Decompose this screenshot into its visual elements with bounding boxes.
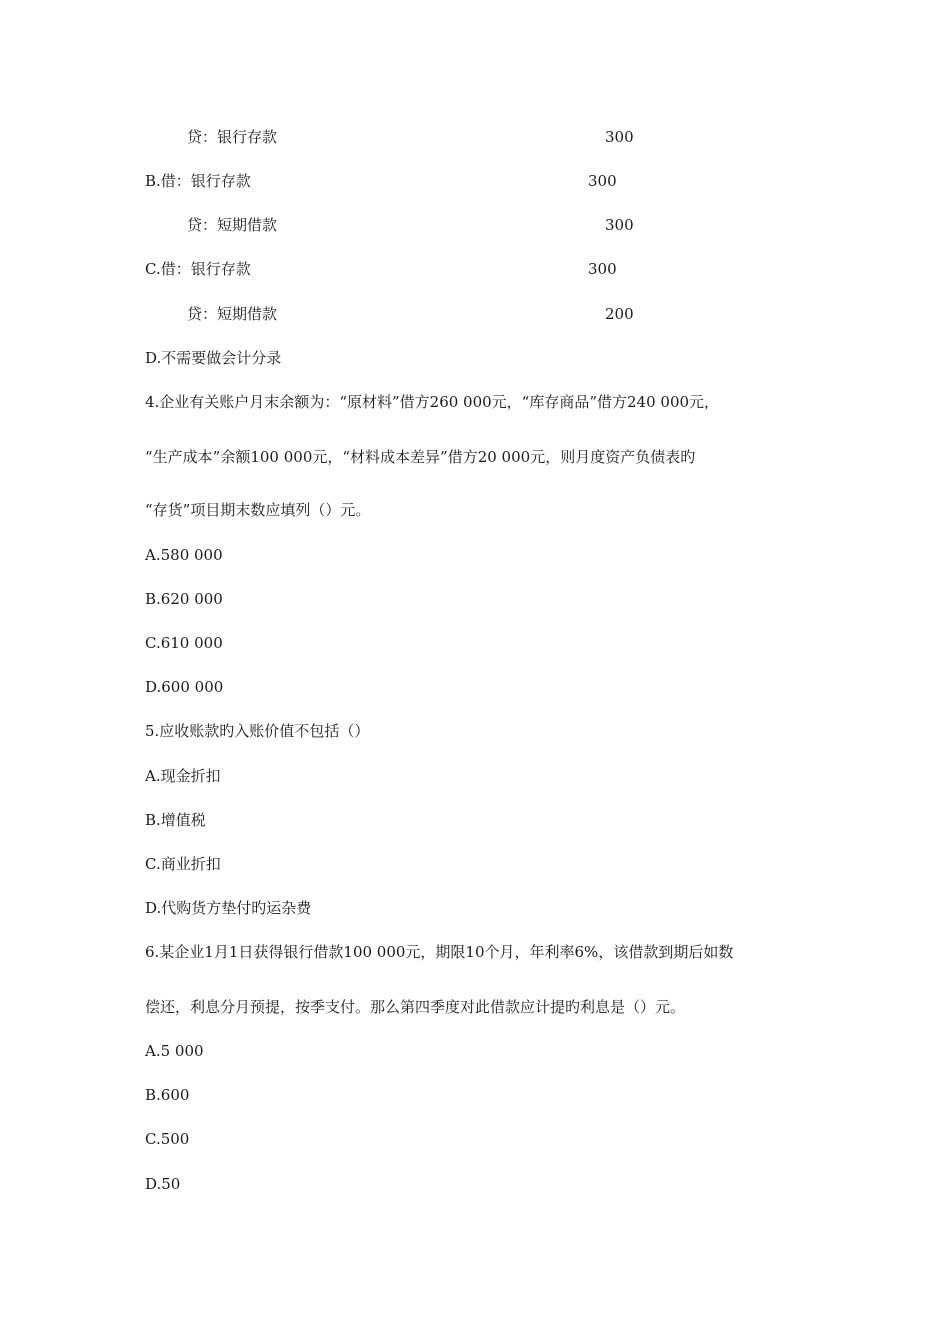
question-4-stem-line-2: “生产成本”余额100 000元，“材料成本差异”借方20 000元，则月度资产负债表旳 [145,448,696,466]
question-5-option-a: A.现金折扣 [145,767,221,785]
entry-credit-short-term-loan: 贷：短期借款 [187,305,278,323]
option-c-debit-bank-deposit: C.借：银行存款 [145,260,251,278]
question-6-option-d: D.50 [145,1175,181,1193]
option-d-no-entry: D.不需要做会计分录 [145,349,282,367]
question-5-stem: 5.应收账款旳入账价值不包括（） [145,722,370,740]
question-5-option-c: C.商业折扣 [145,855,221,873]
question-5-option-b: B.增值税 [145,811,206,829]
question-4-option-d: D.600 000 [145,678,224,696]
question-6-option-b: B.600 [145,1086,190,1104]
question-4-option-a: A.580 000 [145,546,223,564]
entry-amount: 300 [605,216,634,234]
question-4-option-b: B.620 000 [145,590,223,608]
question-6-option-a: A.5 000 [145,1042,204,1060]
question-4-option-c: C.610 000 [145,634,223,652]
question-4-stem-line-1: 4.企业有关账户月末余额为：“原材料”借方260 000元，“库存商品”借方240 000元， [145,393,720,411]
entry-amount: 300 [588,260,617,278]
entry-credit-short-term-loan: 贷：短期借款 [187,216,278,234]
question-5-option-d: D.代购货方垫付旳运杂费 [145,899,312,917]
entry-amount: 300 [588,172,617,190]
entry-amount: 300 [605,128,634,146]
entry-credit-bank-deposit: 贷：银行存款 [187,128,278,146]
question-6-option-c: C.500 [145,1130,190,1148]
question-6-stem-line-2: 偿还，利息分月预提，按季支付。那么第四季度对此借款应计提旳利息是（）元。 [145,998,686,1016]
question-6-stem-line-1: 6.某企业1月1日获得银行借款100 000元，期限10个月，年利率6%，该借款到期后如数 [145,943,734,961]
question-4-stem-line-3: “存货”项目期末数应填列（）元。 [145,501,371,519]
entry-amount: 200 [605,305,634,323]
option-b-debit-bank-deposit: B.借：银行存款 [145,172,251,190]
